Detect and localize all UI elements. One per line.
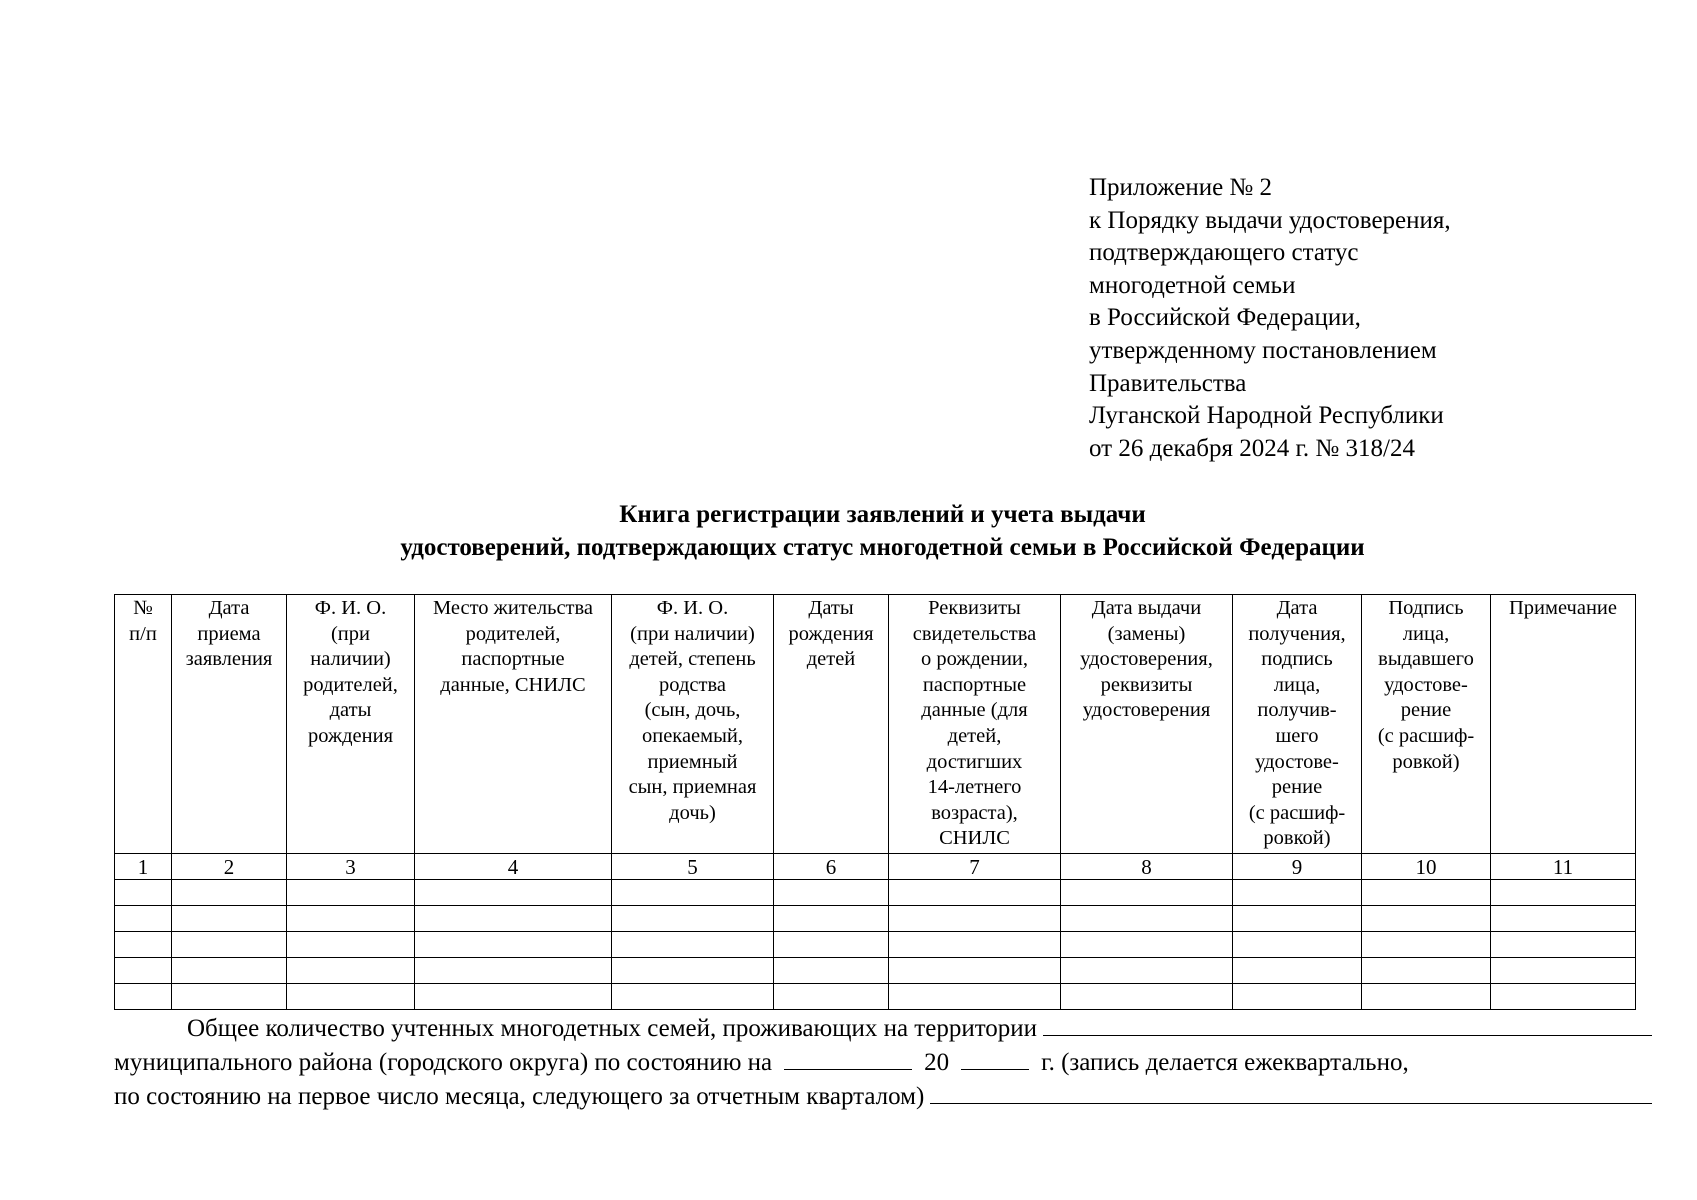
table-cell: [287, 880, 415, 906]
table-cell: [612, 932, 774, 958]
table-cell: [172, 932, 287, 958]
column-header: Подпись лица, выдавшего удостове- рение (с расшиф- ровкой): [1362, 595, 1491, 854]
table-cell: [115, 932, 172, 958]
table-cell: [287, 932, 415, 958]
table-cell: [1362, 880, 1491, 906]
table-cell: [1061, 984, 1233, 1010]
column-number: 4: [415, 854, 612, 880]
year-blank[interactable]: [961, 1045, 1029, 1070]
table-cell: [889, 880, 1061, 906]
table-cell: [287, 984, 415, 1010]
table-row: [115, 984, 1636, 1010]
footer-text-line3: по состоянию на первое число месяца, следующего за отчетным кварталом): [114, 1083, 925, 1110]
column-header: Дата приема заявления: [172, 595, 287, 854]
table-cell: [612, 906, 774, 932]
appendix-block: [1089, 172, 1451, 465]
column-number: 8: [1061, 854, 1233, 880]
table-cell: [172, 906, 287, 932]
table-cell: [1491, 906, 1636, 932]
column-header: Дата выдачи (замены) удостоверения, реквизиты удостоверения: [1061, 595, 1233, 854]
column-number: 6: [774, 854, 889, 880]
appendix-line: Луганской Народной Республики: [1089, 402, 1444, 430]
footer-text-line2a: муниципального района (городского округа) по состоянию на: [114, 1049, 773, 1076]
column-header: Реквизиты свидетельства о рождении, паспортные данные (для детей, достигших 14-летнего возраста), СНИЛС: [889, 595, 1061, 854]
appendix-line: подтверждающего статус: [1089, 239, 1359, 267]
appendix-line: к Порядку выдачи удостоверения,: [1089, 206, 1451, 234]
appendix-line: многодетной семьи: [1089, 271, 1296, 299]
column-header: Дата получения, подпись лица, получив- шего удостове- рение (с расшиф- ровкой): [1233, 595, 1362, 854]
table-cell: [612, 958, 774, 984]
table-cell: [172, 958, 287, 984]
column-number-row: [115, 854, 1636, 880]
table-cell: [774, 932, 889, 958]
footer-line-2: [114, 1045, 1652, 1079]
appendix-line: от 26 декабря 2024 г. № 318/24: [1089, 434, 1415, 462]
table-cell: [889, 984, 1061, 1010]
footer-text-line2b: г. (запись делается ежеквартально,: [1041, 1049, 1409, 1076]
table-cell: [1491, 880, 1636, 906]
table-cell: [287, 906, 415, 932]
table-row: [115, 932, 1636, 958]
column-header: Ф. И. О. (при наличии) родителей, даты рождения: [287, 595, 415, 854]
footer-line-1: [114, 1011, 1652, 1045]
column-number: 5: [612, 854, 774, 880]
table-cell: [115, 906, 172, 932]
table-cell: [1362, 984, 1491, 1010]
table-cell: [415, 880, 612, 906]
year-prefix: 20: [924, 1049, 950, 1076]
table-cell: [1061, 932, 1233, 958]
table-cell: [415, 984, 612, 1010]
column-header: Ф. И. О. (при наличии) детей, степень родства (сын, дочь, опекаемый, приемный сын, приемная дочь): [612, 595, 774, 854]
table-cell: [889, 958, 1061, 984]
appendix-line: Правительства: [1089, 369, 1247, 397]
table-cell: [1491, 984, 1636, 1010]
table-cell: [1362, 932, 1491, 958]
appendix-line: Приложение № 2: [1089, 174, 1273, 201]
column-header: № п/п: [115, 595, 172, 854]
column-number: 1: [115, 854, 172, 880]
table-cell: [889, 906, 1061, 932]
appendix-line: утвержденному постановлением: [1089, 336, 1437, 364]
column-header: Даты рождения детей: [774, 595, 889, 854]
title-line-1: Книга регистрации заявлений и учета выдачи: [619, 501, 1146, 528]
table-cell: [287, 958, 415, 984]
column-number: 2: [172, 854, 287, 880]
table-row: [115, 906, 1636, 932]
table-cell: [1233, 958, 1362, 984]
table-row: [115, 958, 1636, 984]
table-cell: [415, 958, 612, 984]
date-blank[interactable]: [784, 1045, 912, 1070]
table-cell: [115, 958, 172, 984]
table-cell: [774, 906, 889, 932]
table-cell: [612, 880, 774, 906]
table-cell: [1061, 880, 1233, 906]
table-cell: [1491, 958, 1636, 984]
table-cell: [774, 880, 889, 906]
table-cell: [1061, 906, 1233, 932]
column-header: Место жительства родителей, паспортные данные, СНИЛС: [415, 595, 612, 854]
table-cell: [1233, 906, 1362, 932]
document-title: [0, 498, 1697, 564]
table-cell: [1491, 932, 1636, 958]
table-cell: [115, 880, 172, 906]
column-number: 3: [287, 854, 415, 880]
total-count-blank[interactable]: [930, 1079, 1652, 1104]
table-cell: [1233, 984, 1362, 1010]
table-cell: [774, 984, 889, 1010]
table-cell: [1362, 958, 1491, 984]
column-header: Примечание: [1491, 595, 1636, 854]
footer-line-3: [114, 1079, 1652, 1113]
column-number: 7: [889, 854, 1061, 880]
table-cell: [1233, 932, 1362, 958]
column-number: 10: [1362, 854, 1491, 880]
territory-blank[interactable]: [1043, 1011, 1652, 1036]
table-cell: [1362, 906, 1491, 932]
appendix-line: в Российской Федерации,: [1089, 304, 1361, 332]
table-cell: [115, 984, 172, 1010]
table-cell: [415, 906, 612, 932]
table-cell: [774, 958, 889, 984]
title-line-2: удостоверений, подтверждающих статус многодетной семьи в Российской Федерации: [400, 534, 1365, 561]
footer-text-line1: Общее количество учтенных многодетных семей, проживающих на территории: [187, 1015, 1038, 1042]
registration-table: [114, 594, 1636, 1010]
column-number: 9: [1233, 854, 1362, 880]
table-cell: [612, 984, 774, 1010]
table-cell: [172, 984, 287, 1010]
column-number: 11: [1491, 854, 1636, 880]
table-cell: [1233, 880, 1362, 906]
table-row: [115, 880, 1636, 906]
table-cell: [889, 932, 1061, 958]
table-cell: [172, 880, 287, 906]
table-cell: [1061, 958, 1233, 984]
table-header-row: [115, 595, 1636, 854]
footer-text: [114, 1011, 1652, 1113]
table-cell: [415, 932, 612, 958]
